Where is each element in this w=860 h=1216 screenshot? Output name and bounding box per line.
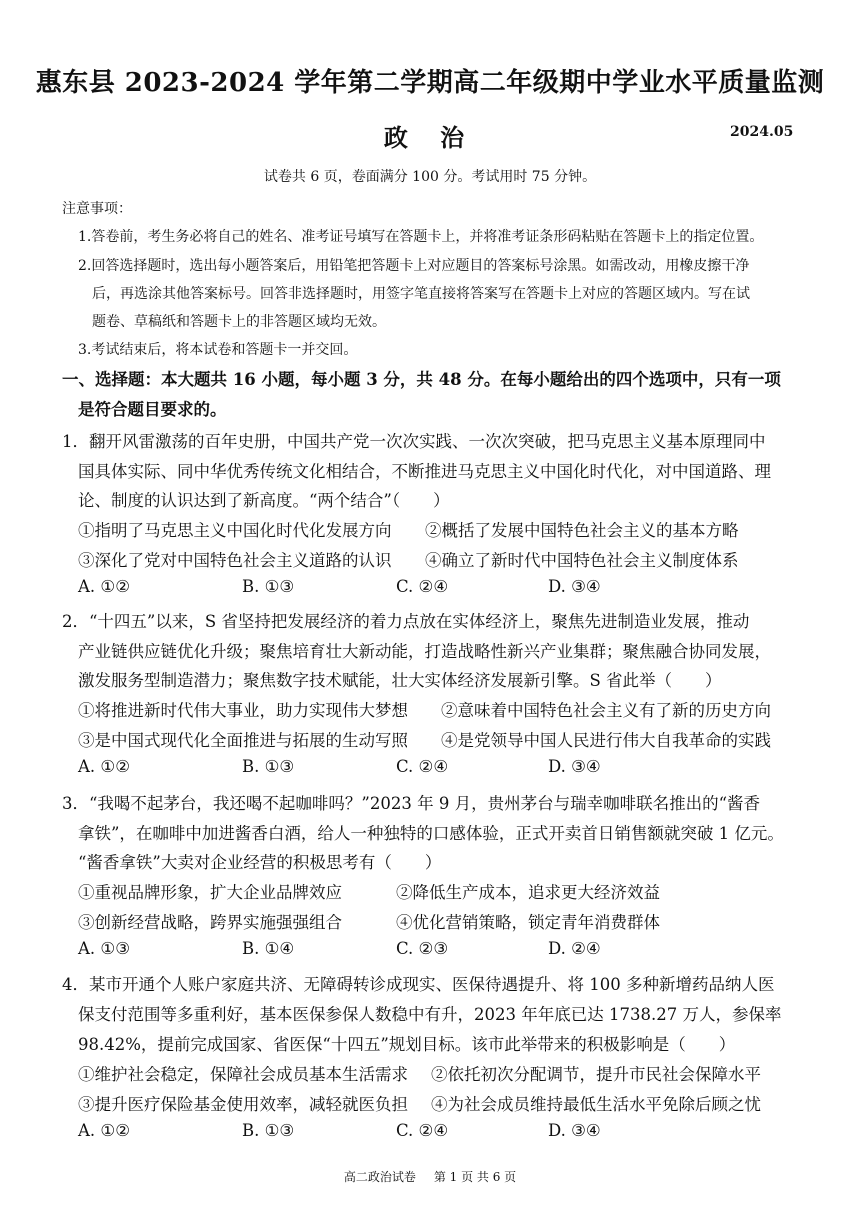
exam-intro: 试卷共 6 页，卷面满分 100 分。考试用时 75 分钟。 (263, 169, 597, 185)
q3-stem-line-3: “酱香拿铁”大卖对企业经营的积极思考有（ ） (78, 853, 442, 872)
q3-statement-2: ②降低生产成本，追求更大经济效益 (396, 883, 660, 902)
q2-option-a: A. ①② (78, 757, 130, 776)
footer-paper-name: 高二政治试卷 (343, 1170, 416, 1184)
q3-statement-3: ③创新经营战略，跨界实施强强组合 (78, 913, 342, 932)
q1-stem-line-3: 论、制度的认识达到了新高度。“两个结合”（ ） (78, 491, 450, 510)
exam-title: 惠东县 2023-2024 学年第二学期高二年级期中学业水平质量监测 (35, 68, 825, 98)
q3-statement-4: ④优化营销策略，锁定青年消费群体 (396, 913, 660, 932)
q1-option-d: D. ③④ (548, 577, 601, 596)
q4-option-a: A. ①② (78, 1121, 130, 1140)
notice-item-2-line-2: 后，再选涂其他答案标号。回答非选择题时，用签字笔直接将答案写在答题卡上对应的答题区域内。写在试 (92, 286, 750, 302)
q1-statement-3: ③深化了党对中国特色社会主义道路的认识 (78, 551, 392, 570)
q1-option-c: C. ②④ (396, 577, 449, 596)
q1-stem-line-2: 国具体实际、同中华优秀传统文化相结合，不断推进马克思主义中国化时代化，对中国道路、理 (78, 462, 771, 481)
q2-option-c: C. ②④ (396, 757, 449, 776)
q4-statement-3: ③提升医疗保险基金使用效率，减轻就医负担 (78, 1095, 408, 1114)
q1-statement-1: ①指明了马克思主义中国化时代化发展方向 (78, 521, 392, 540)
q4-stem-line-1: 4．某市开通个人账户家庭共济、无障碍转诊成现实、医保待遇提升、将 100 多种新增药品纳人医 (62, 975, 775, 994)
q3-statement-1: ①重视品牌形象，扩大企业品牌效应 (78, 883, 342, 902)
q2-stem-line-1: 2．“十四五”以来，S 省坚持把发展经济的着力点放在实体经济上，聚焦先进制造业发展，推动 (62, 612, 750, 631)
q4-stem-line-3: 98.42%，提前完成国家、省医保“十四五”规划目标。该市此举带来的积极影响是（ ） (78, 1035, 736, 1054)
notice-item-2-line-3: 题卷、草稿纸和答题卡上的非答题区域均无效。 (92, 314, 386, 330)
q2-stem-line-3: 激发服务型制造潜力；聚焦数字技术赋能，壮大实体经济发展新引擎。S 省此举（ ） (78, 671, 722, 690)
q2-option-b: B. ①③ (242, 757, 295, 776)
q3-option-c: C. ②③ (396, 939, 449, 958)
notice-item-3: 3.考试结束后，将本试卷和答题卡一并交回。 (78, 342, 358, 358)
exam-date: 2024.05 (730, 124, 794, 140)
q3-option-b: B. ①④ (242, 939, 295, 958)
q1-option-a: A. ①② (78, 577, 130, 596)
q3-stem-line-2: 拿铁”，在咖啡中加进酱香白酒，给人一种独特的口感体验，正式开卖首日销售额就突破 1 亿元。 (78, 824, 784, 843)
page-footer (0, 1168, 860, 1185)
q4-option-b: B. ①③ (242, 1121, 295, 1140)
q2-statement-1: ①将推进新时代伟大事业，助力实现伟大梦想 (78, 701, 408, 720)
q4-option-c: C. ②④ (396, 1121, 449, 1140)
q2-statement-2: ②意味着中国特色社会主义有了新的历史方向 (441, 701, 771, 720)
footer-page-number: 第 1 页 共 6 页 (433, 1170, 517, 1184)
q2-statement-4: ④是党领导中国人民进行伟大自我革命的实践 (441, 731, 771, 750)
q4-option-d: D. ③④ (548, 1121, 601, 1140)
q3-stem-line-1: 3．“我喝不起茅台，我还喝不起咖啡吗？”2023 年 9 月，贵州茅台与瑞幸咖啡联名推出的“酱香 (62, 794, 761, 813)
q3-option-a: A. ①③ (78, 939, 130, 958)
q4-statement-2: ②依托初次分配调节，提升市民社会保障水平 (431, 1065, 761, 1084)
q1-statement-2: ②概括了发展中国特色社会主义的基本方略 (425, 521, 739, 540)
q1-statement-4: ④确立了新时代中国特色社会主义制度体系 (425, 551, 739, 570)
q2-stem-line-2: 产业链供应链优化升级；聚焦培育壮大新动能，打造战略性新兴产业集群；聚焦融合协同发展， (78, 642, 771, 661)
section-heading-line-1: 一、选择题：本大题共 16 小题，每小题 3 分，共 48 分。在每小题给出的四个选项中，只有一项 (62, 370, 781, 389)
q4-statement-1: ①维护社会稳定，保障社会成员基本生活需求 (78, 1065, 408, 1084)
notice-item-1: 1.答卷前，考生务必将自己的姓名、准考证号填写在答题卡上，并将准考证条形码粘贴在答题卡上的指定位置。 (78, 229, 764, 245)
q4-stem-line-2: 保支付范围等多重利好，基本医保参保人数稳中有升，2023 年年底已达 1738.27 万人，参保率 (78, 1005, 782, 1024)
q4-statement-4: ④为社会成员维持最低生活水平免除后顾之忧 (431, 1095, 761, 1114)
section-heading-line-2: 是符合题目要求的。 (78, 400, 227, 419)
subject-title: 政 治 (383, 123, 477, 152)
q1-option-b: B. ①③ (242, 577, 295, 596)
q3-option-d: D. ②④ (548, 939, 601, 958)
notice-heading: 注意事项： (62, 201, 132, 217)
q2-option-d: D. ③④ (548, 757, 601, 776)
notice-item-2-line-1: 2.回答选择题时，选出每小题答案后，用铅笔把答题卡上对应题目的答案标号涂黑。如需改动，用橡皮擦干净 (78, 258, 750, 274)
q1-stem-line-1: 1．翻开风雷激荡的百年史册，中国共产党一次次实践、一次次突破，把马克思主义基本原理同中 (62, 432, 766, 451)
q2-statement-3: ③是中国式现代化全面推进与拓展的生动写照 (78, 731, 408, 750)
